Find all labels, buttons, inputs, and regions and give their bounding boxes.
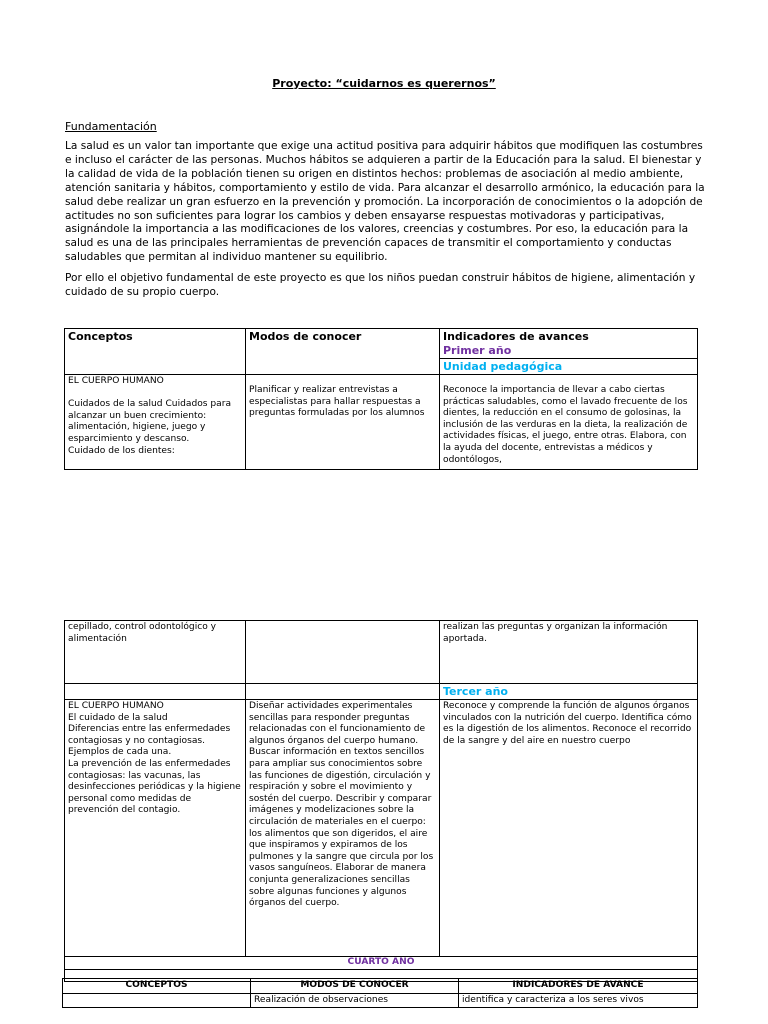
header-indicadores: Indicadores de avances — [440, 329, 698, 345]
header-indicadores-4: INDICADORES DE AVANCE — [459, 979, 698, 994]
cell-empty-2 — [246, 684, 440, 700]
header-conceptos-4: CONCEPTOS — [63, 979, 251, 994]
cell-empty-1 — [65, 684, 246, 700]
table-cuarto-anio — [62, 978, 698, 1008]
header-modos-4: MODOS DE CONOCER — [251, 979, 459, 994]
cell-indicadores: Reconoce la importancia de llevar a cabo ciertas prácticas saludables, como el lavado frecuente de los dientes, la reducción en el consumo de golosinas, la inclusión de las verduras en la dieta, la realización de actividades físicas, el juego, entre otras. Elabora, con la ayuda del docente, entrevistas a médicos y odontólogos, — [440, 375, 698, 470]
table-tercer-anio — [64, 620, 698, 982]
cell-conceptos: EL CUERPO HUMANO Cuidados de la salud Cuidados para alcanzar un buen crecimiento: alimentación, higiene, juego y esparcimiento y descanso. Cuidado de los dientes: — [65, 375, 246, 470]
cell-conceptos-3: EL CUERPO HUMANO El cuidado de la salud Diferencias entre las enfermedades contagiosas y no contagiosas. Ejemplos de cada una. La prevención de las enfermedades contagiosas: las vacunas, las desinfecciones periódicas y la higiene personal como medidas de prevención del contagio. — [65, 700, 246, 957]
paragraph-1: La salud es un valor tan importante que exige una actitud positiva para adquirir hábitos que modifiquen las costumbres e incluso el carácter de las personas. Muchos hábitos se adquieren a partir de la Educación para la salud. El bienestar y la calidad de vida de la población tienen su origen en distintos hechos: problemas de asociación al medio ambiente, atención sanitaria y hábitos, comportamiento y estilo de vida. Para alcanzar el desarrollo armónico, la educación para la salud debe realizar un gran esfuerzo en la prevención y promoción. La incorporación de conocimientos o la adopción de actitudes no son suficientes para lograr los cambios y deben ensayarse respuestas motivadoras y participativas, asignándole la importancia a las modificaciones de los valores, creencias y costumbres. Por eso, la educación para la salud es una de las principales herramientas de prevención capaces de transmitir el comportamiento y conductas saludables que permitan al individuo mantener su equilibrio. — [65, 140, 705, 264]
label-primer-anio: Primer año — [440, 344, 698, 359]
cell-indicadores-4: identifica y caracteriza a los seres vivos — [459, 993, 698, 1008]
header-conceptos: Conceptos — [65, 329, 246, 375]
cell-modos-3: Diseñar actividades experimentales sencillas para responder preguntas relacionadas con el funcionamiento de algunos órganos del cuerpo humano. Buscar información en textos sencillos para ampliar sus conocimientos sobre las funciones de digestión, circulación y respiración y sobre el movimiento y sostén del cuerpo. Describir y comparar imágenes y modelizaciones sobre la circulación de materiales en el cuerpo: los alimentos que son digeridos, el aire que inspiramos y expiramos de los pulmones y la sangre que circula por los vasos sanguíneos. Elaborar de manera conjunta generalizaciones sencillas sobre algunas funciones y algunos órganos del cuerpo. — [246, 700, 440, 957]
label-tercer-anio: Tercer año — [440, 684, 698, 700]
paragraph-2: Por ello el objetivo fundamental de este proyecto es que los niños puedan construir hábitos de higiene, alimentación y cuidado de su propio cuerpo. — [65, 272, 696, 298]
cell-indicadores-3: Reconoce y comprende la función de algunos órganos vinculados con la nutrición del cuerpo. Identifica cómo es la digestión de los alimentos. Reconoce el recorrido de la sangre y del aire en nuestro cuerpo — [440, 700, 698, 957]
cell-modos-4: Realización de observaciones — [251, 993, 459, 1008]
cell-cont-indicadores: realizan las preguntas y organizan la información aportada. — [440, 621, 698, 684]
header-modos: Modos de conocer — [246, 329, 440, 375]
document-title: Proyecto: “cuidarnos es querernos” — [272, 77, 496, 90]
label-unidad-pedagogica: Unidad pedagógica — [440, 359, 698, 375]
cell-modos: Planificar y realizar entrevistas a especialistas para hallar respuestas a preguntas formuladas por los alumnos — [246, 375, 440, 470]
cell-conceptos-4 — [63, 993, 251, 1008]
table-primer-anio — [64, 328, 698, 470]
label-cuarto-anio: CUARTO AÑO — [65, 957, 698, 970]
cell-cont-modos — [246, 621, 440, 684]
section-heading: Fundamentación — [65, 120, 157, 133]
cell-cont-conceptos: cepillado, control odontológico y alimentación — [65, 621, 246, 684]
